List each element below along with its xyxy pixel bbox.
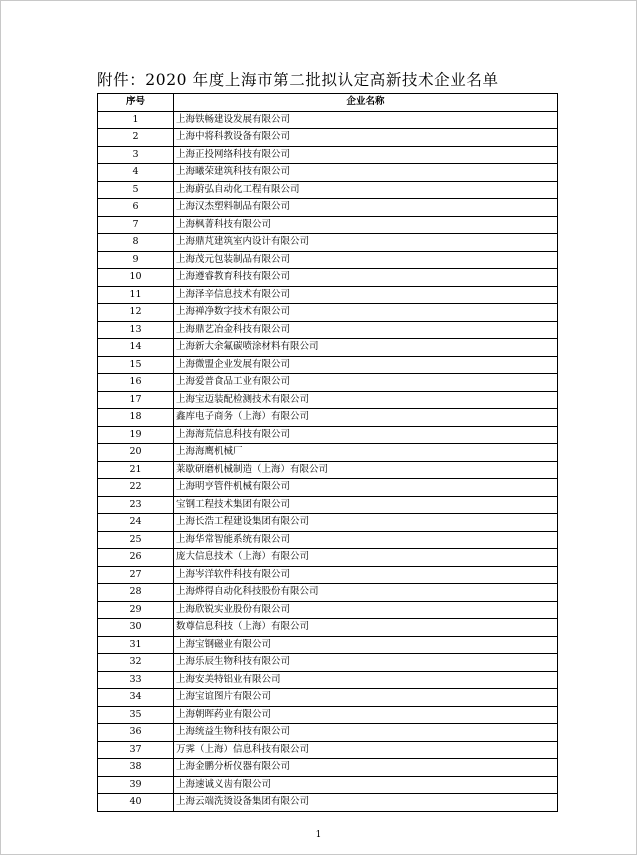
company-name-cell: 上海海鹰机械厂 — [174, 444, 558, 462]
company-name-cell: 上海泽辛信息技术有限公司 — [174, 286, 558, 304]
company-name-cell: 宝钢工程技术集团有限公司 — [174, 496, 558, 514]
table-row — [98, 566, 558, 584]
row-index-cell: 29 — [98, 601, 174, 619]
row-index-cell: 18 — [98, 409, 174, 427]
row-index-cell: 13 — [98, 321, 174, 339]
company-name-cell: 上海曦荣建筑科技有限公司 — [174, 164, 558, 182]
row-index-cell: 24 — [98, 514, 174, 532]
company-name-cell: 上海正投网络科技有限公司 — [174, 146, 558, 164]
company-name-cell: 上海遵睿教育科技有限公司 — [174, 269, 558, 287]
table-row — [98, 584, 558, 602]
company-name-cell: 上海爱普食品工业有限公司 — [174, 374, 558, 392]
company-name-cell: 上海中将科教设备有限公司 — [174, 129, 558, 147]
row-index-cell: 30 — [98, 619, 174, 637]
table-row — [98, 216, 558, 234]
table-row — [98, 374, 558, 392]
row-index-cell: 2 — [98, 129, 174, 147]
company-name-cell: 上海茂元包装制品有限公司 — [174, 251, 558, 269]
row-index-cell: 37 — [98, 741, 174, 759]
company-name-cell: 上海长浩工程建设集团有限公司 — [174, 514, 558, 532]
row-index-cell: 26 — [98, 549, 174, 567]
company-name-cell: 上海统益生物科技有限公司 — [174, 724, 558, 742]
company-name-cell: 上海明亨管件机械有限公司 — [174, 479, 558, 497]
page-number: 1 — [315, 830, 322, 840]
table-row — [98, 759, 558, 777]
row-index-cell: 21 — [98, 461, 174, 479]
row-index-cell: 40 — [98, 794, 174, 812]
company-name-cell: 上海汉杰塑料制品有限公司 — [174, 199, 558, 217]
company-name-cell: 万霁（上海）信息科技有限公司 — [174, 741, 558, 759]
row-index-cell: 33 — [98, 671, 174, 689]
table-row — [98, 251, 558, 269]
table-row — [98, 601, 558, 619]
company-name-cell: 庞大信息技术（上海）有限公司 — [174, 549, 558, 567]
company-name-cell: 上海蔚弘自动化工程有限公司 — [174, 181, 558, 199]
row-index-cell: 6 — [98, 199, 174, 217]
company-name-cell: 上海禅净数字技术有限公司 — [174, 304, 558, 322]
table-row — [98, 181, 558, 199]
table-row — [98, 304, 558, 322]
company-name-cell: 上海海荒信息科技有限公司 — [174, 426, 558, 444]
company-name-cell: 上海乐辰生物科技有限公司 — [174, 654, 558, 672]
table-row — [98, 339, 558, 357]
table-row — [98, 199, 558, 217]
table-row — [98, 496, 558, 514]
company-name-cell: 上海金鹏分析仪器有限公司 — [174, 759, 558, 777]
table-row — [98, 164, 558, 182]
company-name-cell: 上海新大余氟碳喷涂材料有限公司 — [174, 339, 558, 357]
company-name-cell: 上海枫菁科技有限公司 — [174, 216, 558, 234]
table-row — [98, 689, 558, 707]
row-index-cell: 3 — [98, 146, 174, 164]
table-row — [98, 776, 558, 794]
table-row — [98, 286, 558, 304]
row-index-cell: 11 — [98, 286, 174, 304]
table-row — [98, 619, 558, 637]
row-index-cell: 36 — [98, 724, 174, 742]
row-index-cell: 39 — [98, 776, 174, 794]
company-name-cell: 上海岑洋软件科技有限公司 — [174, 566, 558, 584]
company-name-cell: 莱歇研磨机械制造（上海）有限公司 — [174, 461, 558, 479]
table-row — [98, 514, 558, 532]
company-name-cell: 上海安美特铝业有限公司 — [174, 671, 558, 689]
row-index-cell: 23 — [98, 496, 174, 514]
row-index-cell: 28 — [98, 584, 174, 602]
company-name-cell: 上海鼎艺冶金科技有限公司 — [174, 321, 558, 339]
table-row — [98, 549, 558, 567]
company-name-cell: 上海宝钢磁业有限公司 — [174, 636, 558, 654]
table-row — [98, 741, 558, 759]
company-name-cell: 数尊信息科技（上海）有限公司 — [174, 619, 558, 637]
row-index-cell: 8 — [98, 234, 174, 252]
company-name-cell: 上海微盟企业发展有限公司 — [174, 356, 558, 374]
company-name-cell: 上海欣锐实业股份有限公司 — [174, 601, 558, 619]
company-name-cell: 上海朝晖药业有限公司 — [174, 706, 558, 724]
enterprise-table — [97, 93, 558, 812]
row-index-cell: 12 — [98, 304, 174, 322]
row-index-cell: 15 — [98, 356, 174, 374]
row-index-cell: 4 — [98, 164, 174, 182]
row-index-cell: 22 — [98, 479, 174, 497]
table-row — [98, 409, 558, 427]
row-index-cell: 38 — [98, 759, 174, 777]
table-row — [98, 391, 558, 409]
company-name-cell: 上海速诚义齿有限公司 — [174, 776, 558, 794]
table-row — [98, 321, 558, 339]
row-index-cell: 34 — [98, 689, 174, 707]
row-index-cell: 14 — [98, 339, 174, 357]
table-row — [98, 146, 558, 164]
row-index-cell: 31 — [98, 636, 174, 654]
row-index-cell: 5 — [98, 181, 174, 199]
row-index-cell: 19 — [98, 426, 174, 444]
company-name-cell: 上海宝迈装配检测技术有限公司 — [174, 391, 558, 409]
table-row — [98, 111, 558, 129]
table-row — [98, 794, 558, 812]
row-index-cell: 1 — [98, 111, 174, 129]
row-index-cell: 17 — [98, 391, 174, 409]
company-name-cell: 上海宝谊图片有限公司 — [174, 689, 558, 707]
table-row — [98, 234, 558, 252]
row-index-cell: 20 — [98, 444, 174, 462]
company-name-cell: 上海云端洗烫设备集团有限公司 — [174, 794, 558, 812]
row-index-cell: 10 — [98, 269, 174, 287]
row-index-cell: 16 — [98, 374, 174, 392]
table-body — [98, 111, 558, 811]
table-row — [98, 479, 558, 497]
table-row — [98, 129, 558, 147]
company-name-cell: 上海鼎芃建筑室内设计有限公司 — [174, 234, 558, 252]
document-title: 附件：2020 年度上海市第二批拟认定高新技术企业名单 — [97, 71, 499, 89]
table-row — [98, 426, 558, 444]
table-row — [98, 444, 558, 462]
table-row — [98, 654, 558, 672]
table-row — [98, 269, 558, 287]
row-index-cell: 25 — [98, 531, 174, 549]
column-header-name: 企业名称 — [174, 94, 558, 112]
table-row — [98, 724, 558, 742]
company-name-cell: 上海烨得自动化科技股份有限公司 — [174, 584, 558, 602]
table-row — [98, 671, 558, 689]
table-header-row — [98, 94, 558, 112]
company-name-cell: 上海华常智能系统有限公司 — [174, 531, 558, 549]
row-index-cell: 32 — [98, 654, 174, 672]
table-row — [98, 356, 558, 374]
row-index-cell: 9 — [98, 251, 174, 269]
table-row — [98, 531, 558, 549]
table-row — [98, 461, 558, 479]
column-header-index: 序号 — [98, 94, 174, 112]
table-row — [98, 636, 558, 654]
row-index-cell: 27 — [98, 566, 174, 584]
company-name-cell: 上海铁畅建设发展有限公司 — [174, 111, 558, 129]
company-name-cell: 鑫库电子商务（上海）有限公司 — [174, 409, 558, 427]
table-row — [98, 706, 558, 724]
row-index-cell: 35 — [98, 706, 174, 724]
row-index-cell: 7 — [98, 216, 174, 234]
